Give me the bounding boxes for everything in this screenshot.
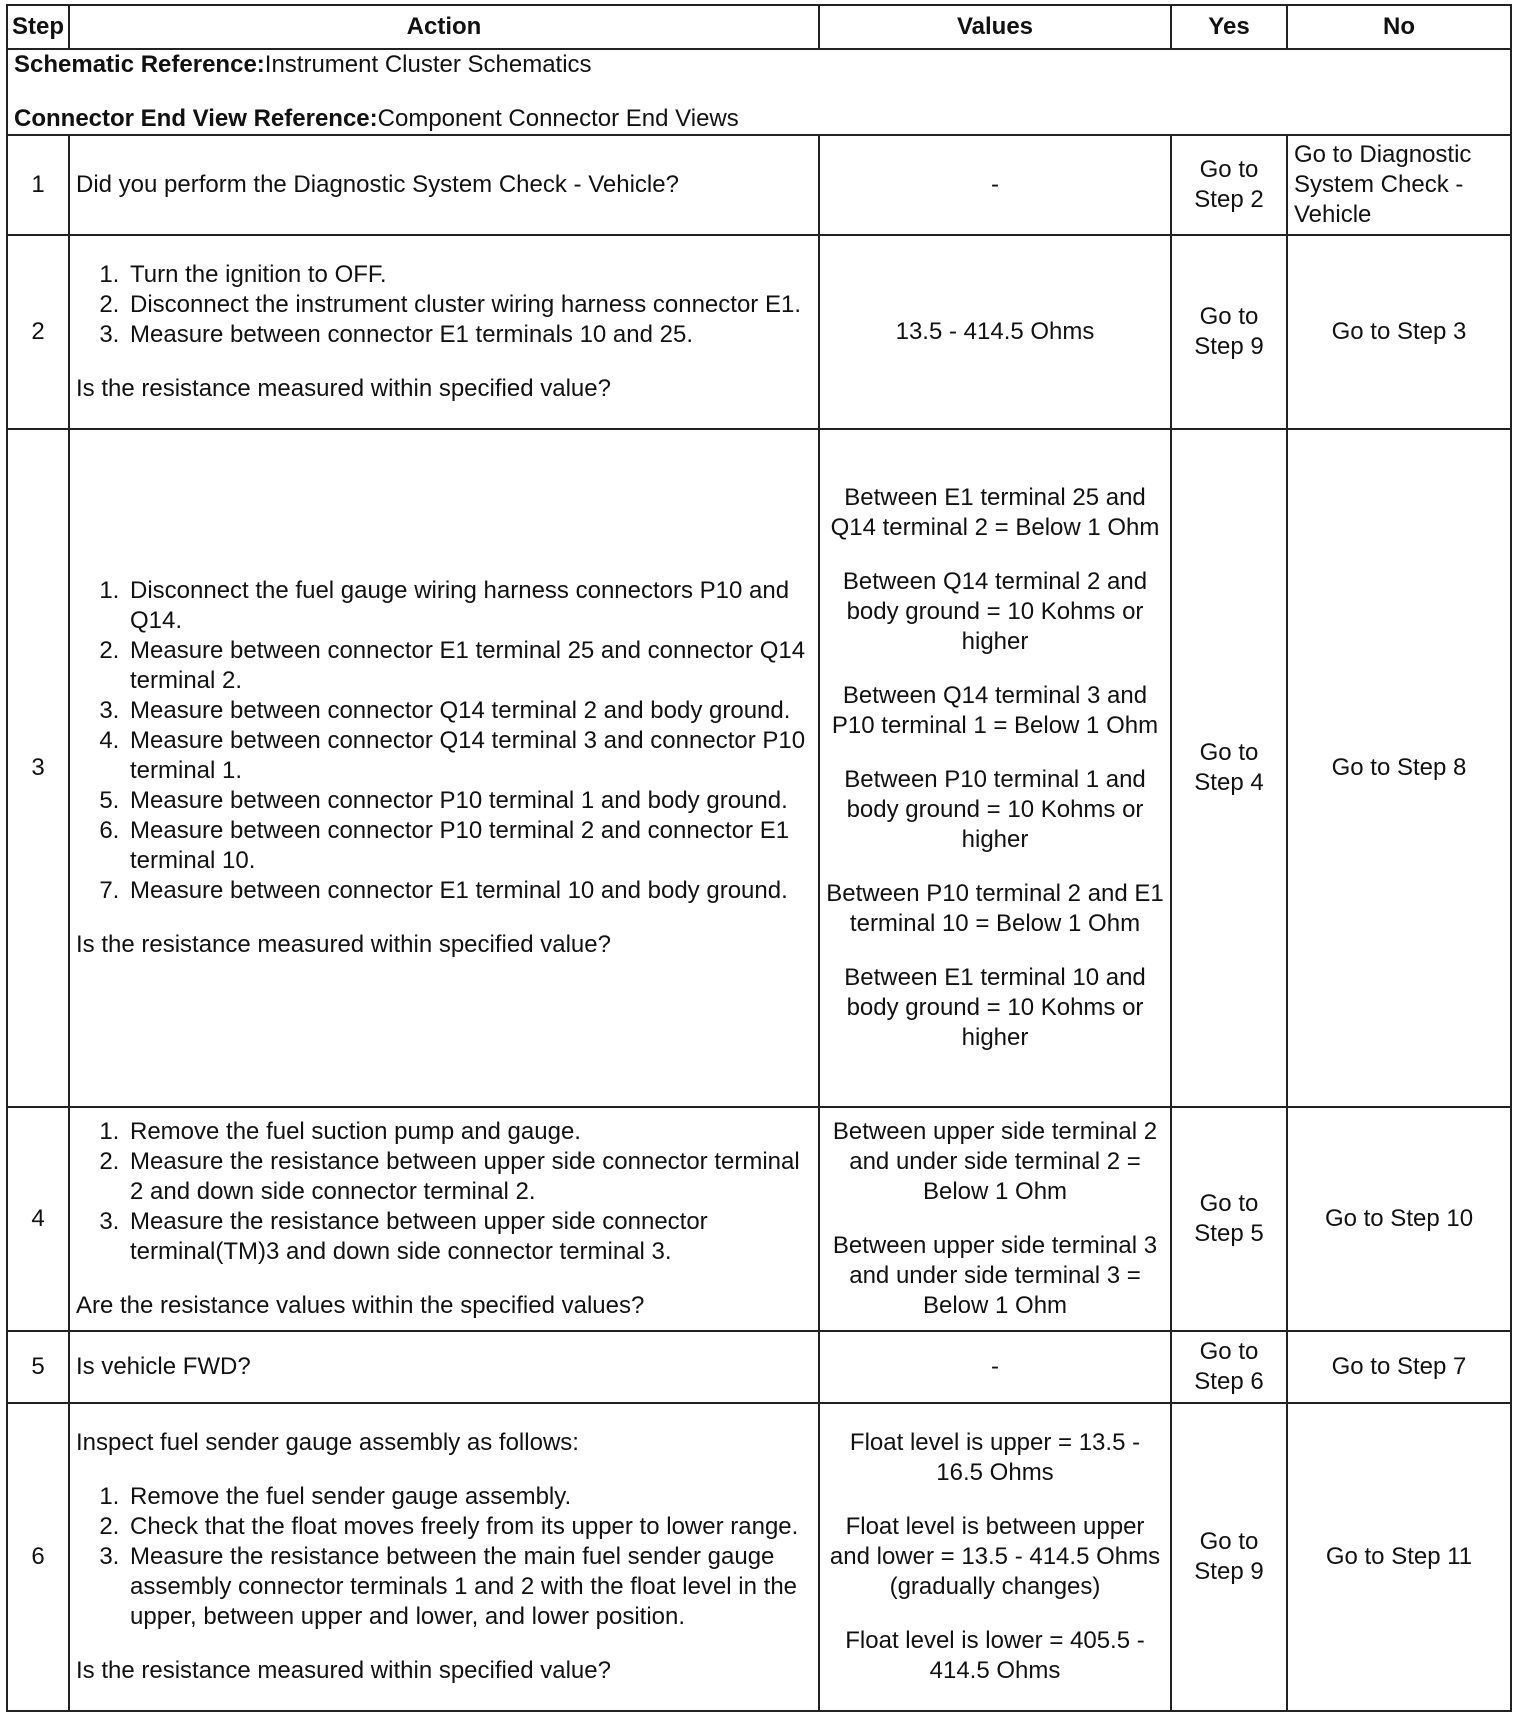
list-item: 2. Check that the float moves freely from its upper to lower range. (126, 1512, 812, 1542)
values-cell (819, 235, 1171, 429)
action-steps-list (76, 1117, 812, 1267)
list-item: 2. Measure the resistance between upper side connector terminal 2 and down side connector terminal 2. (126, 1147, 812, 1207)
list-item: 3. Measure the resistance between the main fuel sender gauge assembly connector terminals 1 and 2 with the float level in the upper, between upper and lower, and lower position. (126, 1542, 812, 1632)
connector-reference-label: Connector End View Reference: (14, 105, 378, 132)
connector-reference (14, 104, 1504, 134)
value-spec: Float level is upper = 13.5 - 16.5 Ohms (849, 1429, 1141, 1486)
action-cell (69, 429, 819, 1107)
table-row (7, 429, 1511, 1107)
list-item: 1. Turn the ignition to OFF. (126, 260, 812, 290)
header-values: Values (819, 5, 1171, 49)
step-number: 4 (7, 1107, 69, 1331)
action-cell (69, 1331, 819, 1403)
list-item: 7. Measure between connector E1 terminal 10 and body ground. (126, 876, 812, 906)
header-yes: Yes (1171, 5, 1287, 49)
header-action: Action (69, 5, 819, 49)
reference-cell (7, 49, 1511, 135)
list-item: 5. Measure between connector P10 terminal 1 and body ground. (126, 786, 812, 816)
values-cell (819, 1403, 1171, 1711)
no-cell: Go to Step 10 (1287, 1107, 1511, 1331)
action-steps-list (76, 260, 812, 350)
value-spec: Between E1 terminal 25 and Q14 terminal 2 = Below 1 Ohm (830, 484, 1160, 541)
value-spec: Between upper side terminal 2 and under side terminal 2 = Below 1 Ohm (832, 1118, 1158, 1205)
no-cell: Go to Step 8 (1287, 429, 1511, 1107)
list-item: 6. Measure between connector P10 terminal 2 and connector E1 terminal 10. (126, 816, 812, 876)
no-cell: Go to Step 3 (1287, 235, 1511, 429)
action-cell (69, 135, 819, 235)
header-row (7, 5, 1511, 49)
table-row (7, 235, 1511, 429)
list-item: 1. Remove the fuel sender gauge assembly. (126, 1482, 812, 1512)
schematic-reference (14, 50, 1504, 80)
values-cell (819, 1107, 1171, 1331)
value-spec: Between P10 terminal 2 and E1 terminal 10 = Below 1 Ohm (826, 880, 1164, 937)
values-cell (819, 429, 1171, 1107)
list-item: 1. Remove the fuel suction pump and gauge. (126, 1117, 812, 1147)
list-item: 1. Disconnect the fuel gauge wiring harness connectors P10 and Q14. (126, 576, 812, 636)
value-text: - (991, 171, 999, 198)
schematic-reference-label: Schematic Reference: (14, 51, 265, 78)
value-text: - (991, 1353, 999, 1380)
list-item: 3. Measure the resistance between upper side connector terminal(TM)3 and down side connector terminal 3. (126, 1207, 812, 1267)
action-cell (69, 1107, 819, 1331)
table-row (7, 135, 1511, 235)
step-number: 5 (7, 1331, 69, 1403)
action-question: Is the resistance measured within specified value? (76, 375, 611, 402)
yes-cell: Go to Step 5 (1171, 1107, 1287, 1331)
yes-cell: Go to Step 9 (1171, 235, 1287, 429)
values-cell (819, 135, 1171, 235)
action-question: Is the resistance measured within specified value? (76, 1657, 611, 1684)
value-spec: Between Q14 terminal 3 and P10 terminal 1 = Below 1 Ohm (831, 682, 1159, 739)
table-row (7, 1107, 1511, 1331)
list-item: 3. Measure between connector Q14 terminal 2 and body ground. (126, 696, 812, 726)
list-item: 3. Measure between connector E1 terminals 10 and 25. (126, 320, 812, 350)
table-row (7, 1331, 1511, 1403)
value-spec: Between P10 terminal 1 and body ground = 10 Kohms or higher (844, 766, 1146, 853)
value-spec: Between E1 terminal 10 and body ground = 10 Kohms or higher (844, 964, 1146, 1051)
yes-cell: Go to Step 4 (1171, 429, 1287, 1107)
value-spec: Between Q14 terminal 2 and body ground = 10 Kohms or higher (842, 568, 1148, 655)
step-number: 3 (7, 429, 69, 1107)
values-cell (819, 1331, 1171, 1403)
list-item: 2. Disconnect the instrument cluster wiring harness connector E1. (126, 290, 812, 320)
header-no: No (1287, 5, 1511, 49)
action-question: Are the resistance values within the specified values? (76, 1292, 645, 1319)
step-number: 1 (7, 135, 69, 235)
action-cell (69, 235, 819, 429)
value-spec: Float level is lower = 405.5 - 414.5 Ohms (845, 1627, 1145, 1684)
diagnostic-table (6, 4, 1512, 1712)
yes-cell: Go to Step 9 (1171, 1403, 1287, 1711)
yes-cell: Go to Step 6 (1171, 1331, 1287, 1403)
reference-row (7, 49, 1511, 135)
no-cell: Go to Step 7 (1287, 1331, 1511, 1403)
value-spec: Between upper side terminal 3 and under side terminal 3 = Below 1 Ohm (832, 1232, 1158, 1319)
action-steps-list (76, 576, 812, 906)
step-number: 6 (7, 1403, 69, 1711)
table-row (7, 1403, 1511, 1711)
header-step: Step (7, 5, 69, 49)
yes-cell: Go to Step 2 (1171, 135, 1287, 235)
step-number: 2 (7, 235, 69, 429)
action-intro: Inspect fuel sender gauge assembly as follows: (76, 1429, 579, 1456)
action-question: Did you perform the Diagnostic System Check - Vehicle? (76, 171, 679, 198)
no-cell: Go to Diagnostic System Check - Vehicle (1287, 135, 1511, 235)
no-cell: Go to Step 11 (1287, 1403, 1511, 1711)
action-steps-list (76, 1482, 812, 1632)
value-text: 13.5 - 414.5 Ohms (895, 318, 1095, 345)
list-item: 4. Measure between connector Q14 terminal 3 and connector P10 terminal 1. (126, 726, 812, 786)
connector-reference-value: Component Connector End Views (377, 105, 739, 132)
list-item: 2. Measure between connector E1 terminal 25 and connector Q14 terminal 2. (126, 636, 812, 696)
action-cell (69, 1403, 819, 1711)
action-question: Is the resistance measured within specified value? (76, 931, 611, 958)
value-spec: Float level is between upper and lower = 13.5 - 414.5 Ohms (gradually changes) (829, 1513, 1161, 1600)
schematic-reference-value: Instrument Cluster Schematics (264, 51, 592, 78)
action-question: Is vehicle FWD? (76, 1353, 251, 1380)
